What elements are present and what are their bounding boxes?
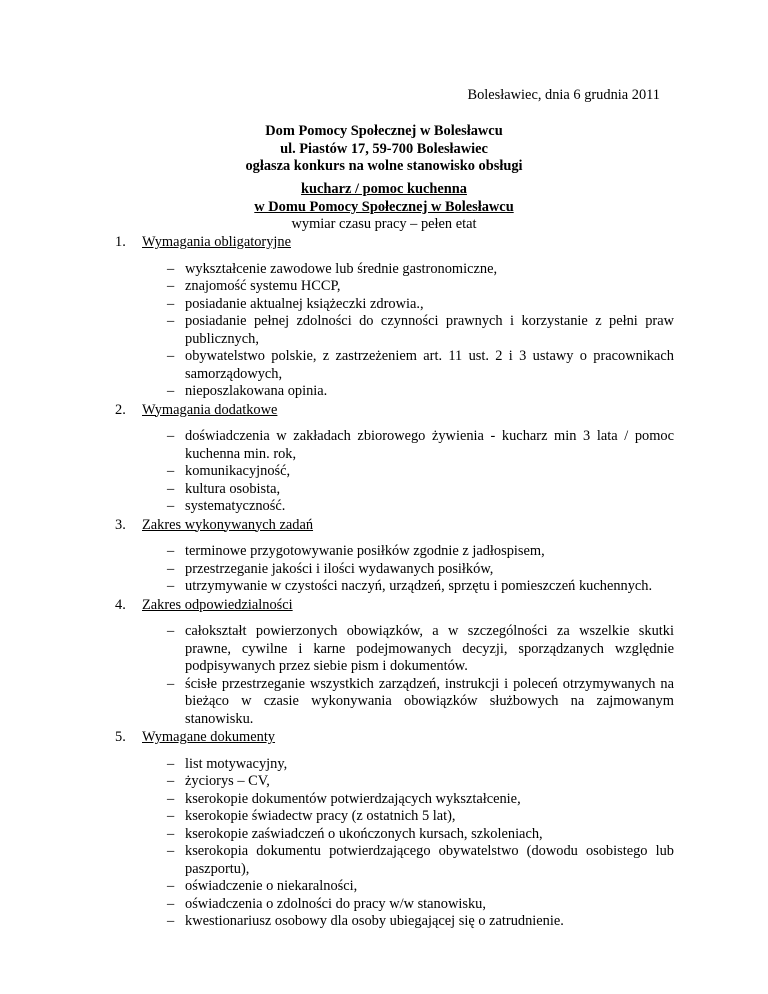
- list-item: – list motywacyjny,: [185, 756, 674, 774]
- section-title: Wymagane dokumenty: [142, 729, 276, 745]
- list-item: – systematyczność.: [185, 498, 674, 516]
- section-title: Wymagania obligatoryjne: [142, 234, 291, 250]
- list-item: – komunikacyjność,: [185, 463, 674, 481]
- position-worktime: wymiar czasu pracy – pełen etat: [291, 216, 477, 232]
- section: [115, 729, 674, 931]
- list-item: – kserokopie świadectw pracy (z ostatnich 5 lat),: [185, 808, 674, 826]
- document-header: [0, 123, 768, 176]
- section-heading: [115, 597, 674, 615]
- list-item: – kserokopie dokumentów potwierdzających wykształcenie,: [185, 791, 674, 809]
- section: [115, 234, 674, 401]
- section-heading: [115, 234, 674, 252]
- list-item: – posiadanie aktualnej książeczki zdrowia.,: [185, 296, 674, 314]
- section-title: Wymagania dodatkowe: [142, 401, 278, 418]
- list-item: – kwestionariusz osobowy dla osoby ubiegającej się o zatrudnienie.: [185, 913, 674, 931]
- list-item: – posiadanie pełnej zdolności do czynności prawnych i korzystanie z pełni praw publicznych,: [185, 313, 674, 348]
- section: [115, 402, 674, 516]
- list-item: – kserokopie zaświadczeń o ukończonych kursach, szkoleniach,: [185, 826, 674, 844]
- list-item: – terminowe przygotowywanie posiłków zgodnie z jadłospisem,: [185, 543, 674, 561]
- document-date: Bolesławiec, dnia 6 grudnia 2011: [467, 87, 660, 103]
- list-item: – doświadczenia w zakładach zbiorowego żywienia - kucharz min 3 lata / pomoc kuchenna min. rok,: [185, 428, 674, 463]
- section-title: Zakres odpowiedzialności: [142, 596, 293, 613]
- section-number: 2.: [115, 401, 126, 418]
- institution-name: Dom Pomocy Społecznej w Bolesławcu: [265, 123, 503, 139]
- section-items: [115, 623, 674, 728]
- section-items: [115, 428, 674, 516]
- position-title: kucharz / pomoc kuchenna: [301, 181, 467, 197]
- list-item: – oświadczenie o niekaralności,: [185, 878, 674, 896]
- list-item: – oświadczenia o zdolności do pracy w/w stanowisku,: [185, 896, 674, 914]
- list-item: – życiorys – CV,: [185, 773, 674, 791]
- position-block: [0, 181, 768, 234]
- requirements-list: [115, 234, 674, 932]
- institution-address: ul. Piastów 17, 59-700 Bolesławiec: [280, 140, 488, 157]
- section-items: [115, 261, 674, 401]
- section-heading: [115, 517, 674, 535]
- announcement-line: ogłasza konkurs na wolne stanowisko obsługi: [245, 158, 523, 174]
- section-heading: [115, 729, 674, 747]
- list-item: – ścisłe przestrzeganie wszystkich zarządzeń, instrukcji i poleceń otrzymywanych na bieżąco w czasie wykonywania obowiązków służbowych na zajmowanym stanowisku.: [185, 676, 674, 729]
- section-heading: [115, 402, 674, 420]
- list-item: – obywatelstwo polskie, z zastrzeżeniem art. 11 ust. 2 i 3 ustawy o pracownikach samorządowych,: [185, 348, 674, 383]
- list-item: – wykształcenie zawodowe lub średnie gastronomiczne,: [185, 261, 674, 279]
- list-item: – kultura osobista,: [185, 481, 674, 499]
- section-title: Zakres wykonywanych zadań: [142, 516, 314, 533]
- list-item: – kserokopia dokumentu potwierdzającego obywatelstwo (dowodu osobistego lub paszportu),: [185, 843, 674, 878]
- list-item: – całokształt powierzonych obowiązków, a w szczególności za wszelkie skutki prawne, cywilne i karne podejmowanych decyzji, sporządzanych względnie podpisywanych przez siebie pism i dokumentów.: [185, 623, 674, 676]
- section: [115, 517, 674, 596]
- section-items: [115, 756, 674, 931]
- list-item: – nieposzlakowana opinia.: [185, 383, 674, 401]
- list-item: – znajomość systemu HCCP,: [185, 278, 674, 296]
- section-number: 4.: [115, 596, 126, 613]
- section: [115, 597, 674, 729]
- section-number: 1.: [115, 234, 126, 250]
- section-items: [115, 543, 674, 596]
- list-item: – utrzymywanie w czystości naczyń, urządzeń, sprzętu i pomieszczeń kuchennych.: [185, 578, 674, 596]
- section-number: 3.: [115, 516, 126, 533]
- section-number: 5.: [115, 729, 126, 745]
- position-place: w Domu Pomocy Społecznej w Bolesławcu: [254, 198, 514, 215]
- list-item: – przestrzeganie jakości i ilości wydawanych posiłków,: [185, 561, 674, 579]
